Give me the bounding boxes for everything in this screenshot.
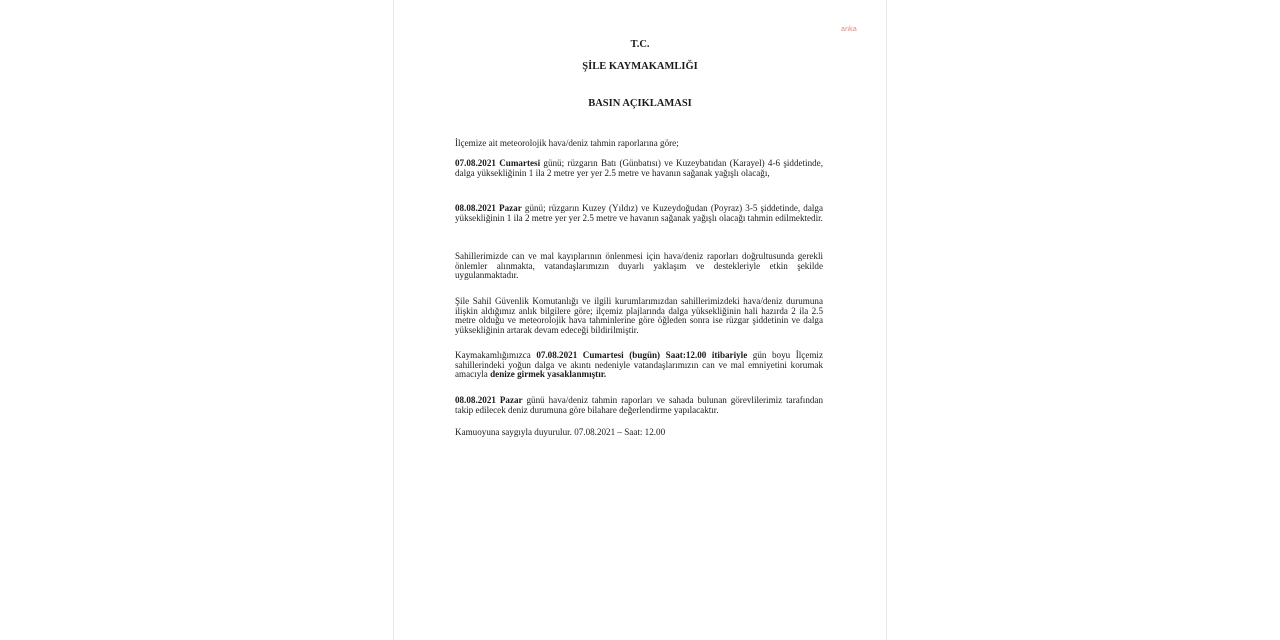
watermark: anka (841, 26, 857, 33)
date-sunday: 08.08.2021 Pazar (455, 203, 522, 213)
paragraph-precautions: Sahillerimizde can ve mal kayıplarının önlenmesi için hava/deniz raporları doğrultusunda gerekli önlemler alınmakta, vatandaşlarımızın duyarlı yaklaşım ve destekleriyle etkin şekilde uygulanmaktadır. (455, 251, 823, 281)
ban-middle: gün boyu İlçemiz sahillerindeki yoğun dalga ve akıntı nedeniyle vatandaşlarımızın can ve mal emniyetini korumak amacıyla (455, 350, 823, 380)
document-title: BASIN AÇIKLAMASI (588, 98, 692, 109)
forecast-sunday-text: günü; rüzgarın Kuzey (Yıldız) ve Kuzeydoğudan (Poyraz) 3-5 şiddetinde, dalga yüksekliğinin 1 ila 2 metre yer yer 2.5 metre ve havanın sağanak yağışlı olacağı tahmin edilmektedir. (455, 203, 823, 223)
header-tc: T.C. (630, 39, 650, 50)
date-saturday: 07.08.2021 Cumartesi (455, 158, 541, 168)
evaluation-text: günü hava/deniz tahmin raporları ve sahada bulunan görevlilerimiz tarafından takip edilecek deniz durumuna göre bilahare değerlendirme yapılacaktır. (455, 395, 824, 415)
ban-statement: denize girmek yasaklanmıştır. (490, 369, 607, 380)
forecast-saturday-text: günü; rüzgarın Batı (Günbatısı) ve Kuzeybatıdan (Karayel) 4-6 şiddetinde, dalga yüksekliğinin 1 ila 2 metre yer yer 2.5 metre ve havanın sağanak yağışlı olacağı, (455, 158, 823, 178)
date-sunday-2: 08.08.2021 Pazar (455, 395, 523, 405)
closing-line: Kamuoyuna saygıyla duyurulur. 07.08.2021 – Saat: 12.00 (455, 427, 666, 437)
ban-prefix: Kaymakamlığımızca (455, 350, 537, 360)
paragraph-coast-guard: Şile Sahil Güvenlik Komutanlığı ve ilgili kurumlarımızdan sahillerimizdeki hava/deniz durumuna ilişkin aldığımız anlık bilgilere göre; ilçemiz plajlarında dalga yüksekliğinin hali hazırda 2 ila 2.5 metre olduğu ve meteorolojik hava tahminlerine göre öğleden sonra ise rüzgar şiddetinin ve dalga yüksekliğinin artarak devam edeceği bildirilmiştir. (455, 296, 823, 335)
header-institution: ŞİLE KAYMAKAMLIĞI (582, 61, 698, 72)
ban-effective-time: 07.08.2021 Cumartesi (bugün) Saat:12.00 itibariyle (536, 350, 748, 360)
paragraph-forecast-saturday (455, 159, 823, 178)
paragraph-intro: İlçemize ait meteorolojik hava/deniz tahmin raporlarına göre; (455, 138, 679, 148)
paragraph-swimming-ban (455, 351, 823, 380)
paragraph-forecast-sunday (455, 204, 823, 223)
paragraph-evaluation (455, 396, 823, 415)
